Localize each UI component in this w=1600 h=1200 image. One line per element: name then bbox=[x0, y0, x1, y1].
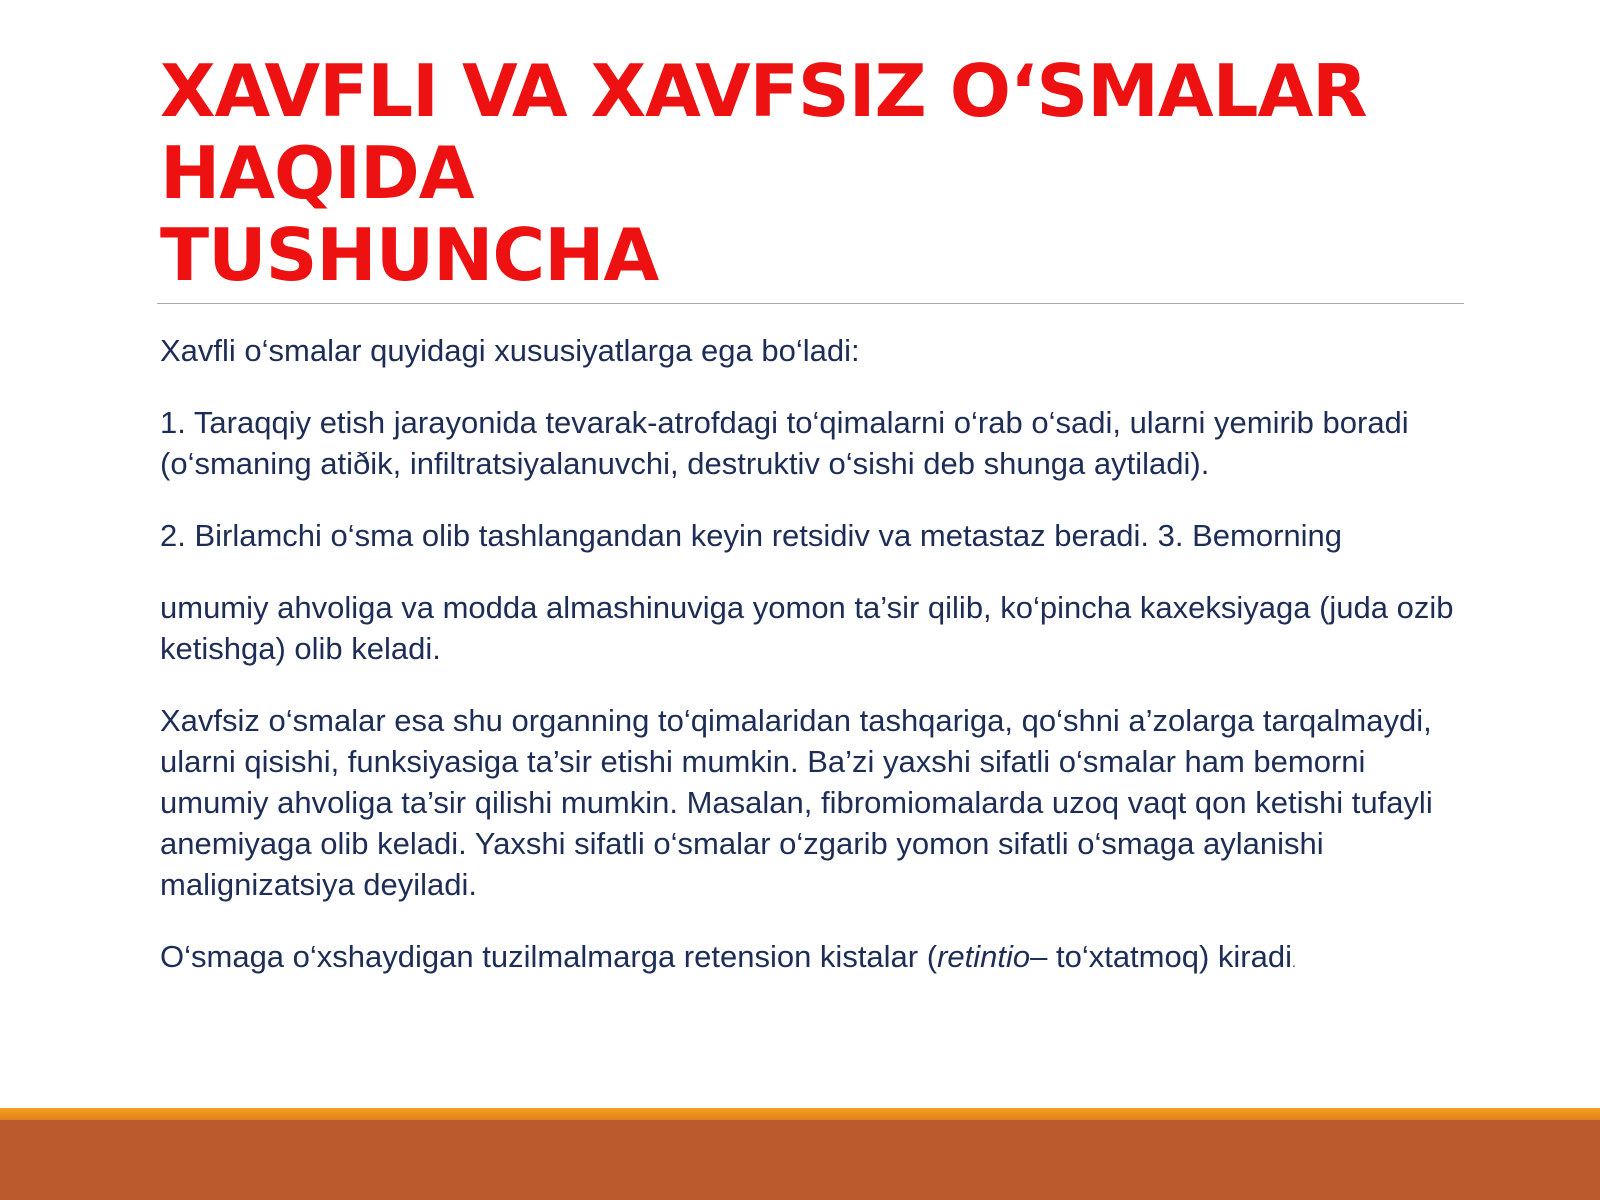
body-paragraph-1: Xavfli o‘smalar quyidagi xususiyatlarga ega bo‘ladi: bbox=[160, 333, 860, 368]
body-paragraph-3: 2. Birlamchi o‘sma olib tashlangandan keyin retsidiv va metastaz beradi. 3. Bemorning bbox=[160, 518, 1343, 553]
slide-title bbox=[160, 50, 1460, 296]
body-paragraph-2: 1. Taraqqiy etish jarayonida tevarak-atrofdagi to‘qimalarni o‘rab o‘sadi, ularni yemirib boradi (o‘smaning atiðik, infiltratsiyalanuvchi, destruktiv o‘sishi deb shunga aytiladi). bbox=[160, 405, 1409, 481]
slide-body bbox=[160, 330, 1470, 1014]
body-paragraph-6 bbox=[160, 936, 1470, 983]
footer-accent-stripe bbox=[0, 1108, 1600, 1120]
footer-bar bbox=[0, 1108, 1600, 1200]
title-line-3: TUSHUNCHA bbox=[160, 213, 659, 297]
title-line-2: HAQIDA bbox=[160, 131, 474, 215]
title-divider bbox=[157, 303, 1464, 304]
body-paragraph-6-end: – to‘xtatmoq) kiradi bbox=[1030, 939, 1292, 974]
title-line-1: XAVFLI VA XAVFSIZ O‘SMALAR bbox=[160, 49, 1367, 133]
latin-term: retintio bbox=[937, 939, 1031, 974]
final-period: . bbox=[1292, 954, 1296, 970]
body-paragraph-6-start: O‘smaga o‘xshaydigan tuzilmalmarga retension kistalar ( bbox=[160, 939, 938, 974]
body-paragraph-4: umumiy ahvoliga va modda almashinuviga yomon ta’sir qilib, ko‘pincha kaxeksiyaga (juda ozib ketishga) olib keladi. bbox=[160, 590, 1454, 666]
body-paragraph-5: Xavfsiz o‘smalar esa shu organning to‘qimalaridan tashqariga, qo‘shni a’zolarga tarqalmaydi, ularni qisishi, funksiyasiga ta’sir etishi mumkin. Ba’zi yaxshi sifatli o‘smalar ham bemorni umumiy ahvoliga ta’sir qilishi mumkin. Masalan, fibromiomalarda uzoq vaqt qon ketishi tufayli anemiyaga olib keladi. Yaxshi sifatli o‘smalar o‘zgarib yomon sifatli o‘smaga aylanishi malignizatsiya deyiladi. bbox=[160, 703, 1433, 902]
